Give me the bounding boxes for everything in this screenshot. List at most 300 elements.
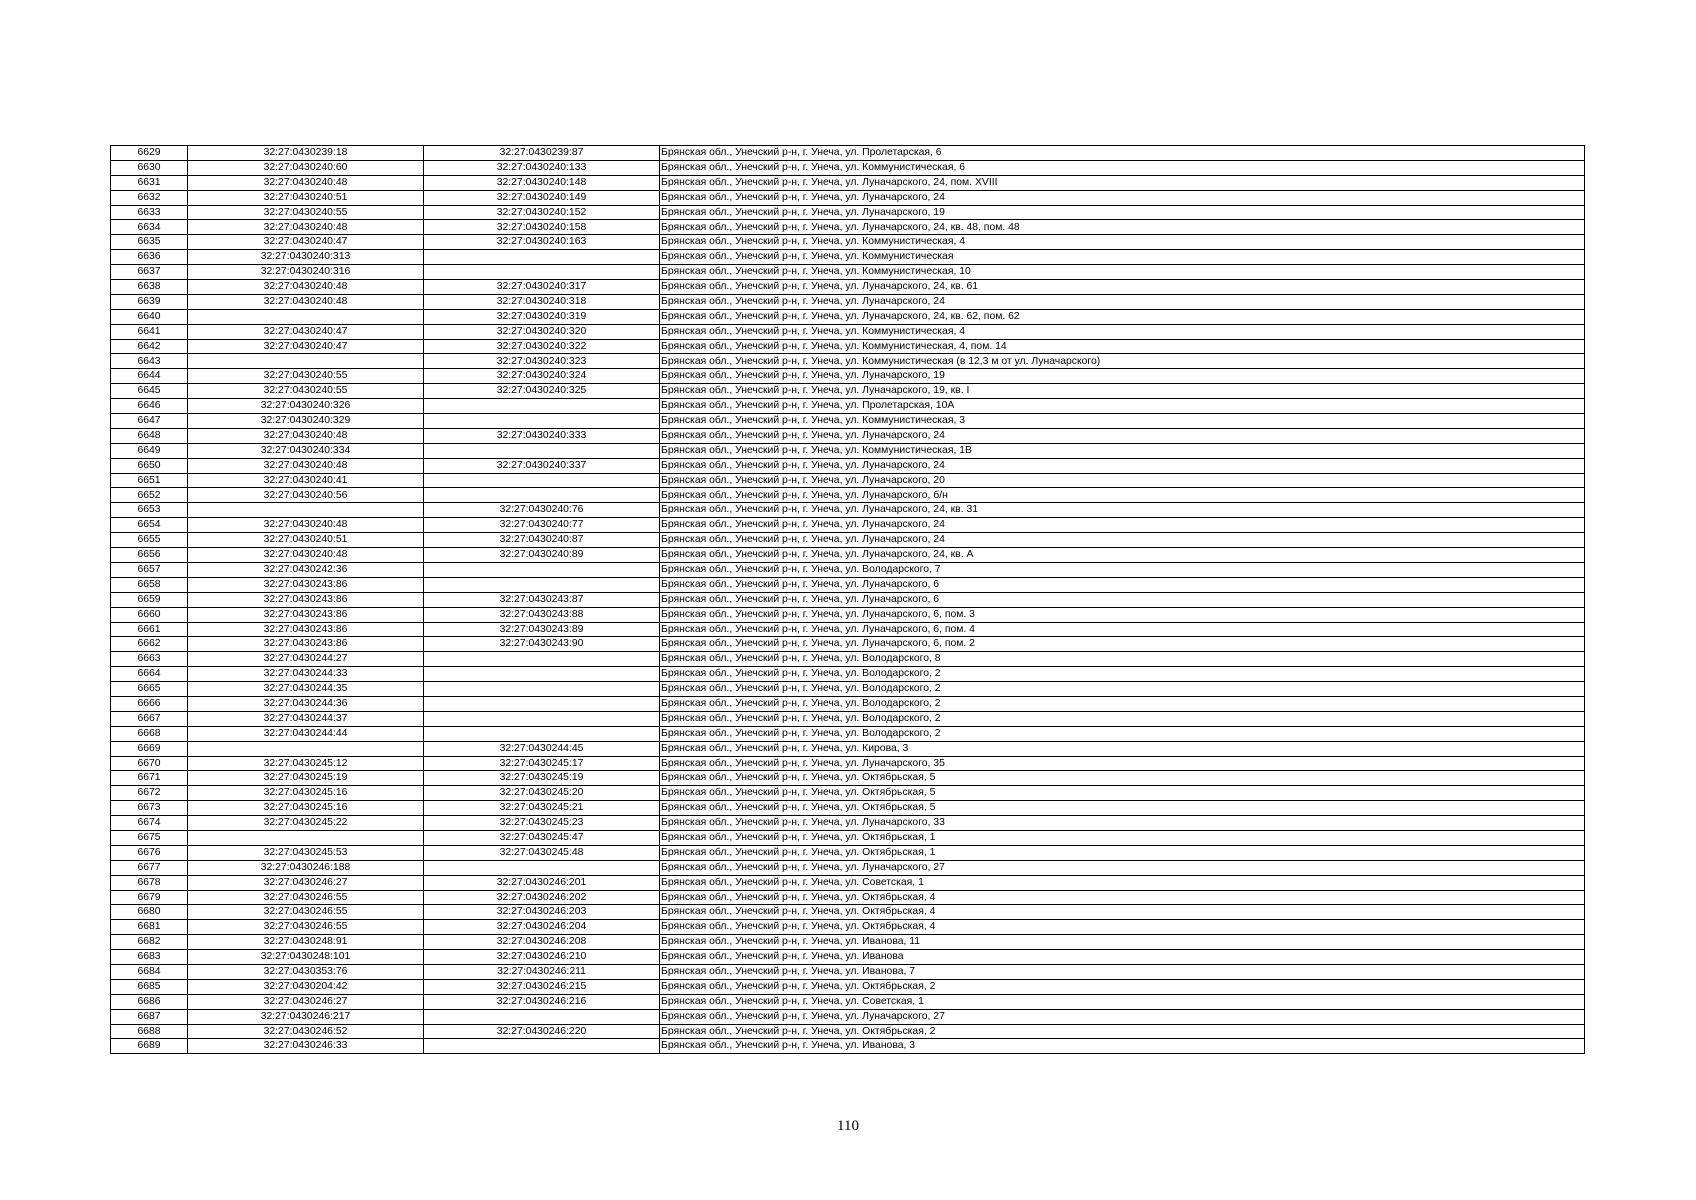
building-cadastral-number-cell	[424, 443, 660, 458]
building-cadastral-number-cell: 32:27:0430243:87	[424, 592, 660, 607]
row-number-cell: 6671	[111, 771, 188, 786]
address-cell: Брянская обл., Унечский р-н, г. Унеча, ул. Луначарского, 24, кв. 62, пом. 62	[660, 309, 1585, 324]
building-cadastral-number-cell: 32:27:0430240:152	[424, 205, 660, 220]
table-row	[111, 1009, 1585, 1024]
building-cadastral-number-cell: 32:27:0430246:204	[424, 920, 660, 935]
address-cell: Брянская обл., Унечский р-н, г. Унеча, ул. Коммунистическая, 4, пом. 14	[660, 339, 1585, 354]
building-cadastral-number-cell: 32:27:0430240:77	[424, 518, 660, 533]
land-cadastral-number-cell	[188, 741, 424, 756]
building-cadastral-number-cell	[424, 250, 660, 265]
table-row	[111, 726, 1585, 741]
row-number-cell: 6673	[111, 801, 188, 816]
row-number-cell: 6681	[111, 920, 188, 935]
address-cell: Брянская обл., Унечский р-н, г. Унеча, ул. Коммунистическая, 1В	[660, 443, 1585, 458]
land-cadastral-number-cell: 32:27:0430240:47	[188, 235, 424, 250]
land-cadastral-number-cell: 32:27:0430244:35	[188, 682, 424, 697]
building-cadastral-number-cell: 32:27:0430243:90	[424, 637, 660, 652]
land-cadastral-number-cell: 32:27:0430245:19	[188, 771, 424, 786]
building-cadastral-number-cell	[424, 652, 660, 667]
building-cadastral-number-cell: 32:27:0430245:48	[424, 845, 660, 860]
building-cadastral-number-cell: 32:27:0430240:322	[424, 339, 660, 354]
row-number-cell: 6682	[111, 935, 188, 950]
building-cadastral-number-cell: 32:27:0430246:201	[424, 875, 660, 890]
table-row	[111, 473, 1585, 488]
land-cadastral-number-cell: 32:27:0430246:55	[188, 890, 424, 905]
land-cadastral-number-cell: 32:27:0430204:42	[188, 979, 424, 994]
land-cadastral-number-cell: 32:27:0430240:47	[188, 339, 424, 354]
address-cell: Брянская обл., Унечский р-н, г. Унеча, ул. Кирова, 3	[660, 741, 1585, 756]
building-cadastral-number-cell: 32:27:0430240:133	[424, 160, 660, 175]
row-number-cell: 6642	[111, 339, 188, 354]
land-cadastral-number-cell: 32:27:0430246:27	[188, 875, 424, 890]
address-cell: Брянская обл., Унечский р-н, г. Унеча, ул. Коммунистическая, 6	[660, 160, 1585, 175]
row-number-cell: 6641	[111, 324, 188, 339]
row-number-cell: 6683	[111, 950, 188, 965]
table-row	[111, 682, 1585, 697]
land-cadastral-number-cell: 32:27:0430248:101	[188, 950, 424, 965]
table-row	[111, 592, 1585, 607]
table-row	[111, 652, 1585, 667]
row-number-cell: 6670	[111, 756, 188, 771]
row-number-cell: 6629	[111, 146, 188, 161]
row-number-cell: 6648	[111, 428, 188, 443]
building-cadastral-number-cell: 32:27:0430246:203	[424, 905, 660, 920]
table-row	[111, 979, 1585, 994]
building-cadastral-number-cell: 32:27:0430240:325	[424, 384, 660, 399]
table-row	[111, 711, 1585, 726]
table-row	[111, 1024, 1585, 1039]
table-row	[111, 577, 1585, 592]
row-number-cell: 6634	[111, 220, 188, 235]
table-row	[111, 786, 1585, 801]
row-number-cell: 6684	[111, 964, 188, 979]
table-row	[111, 369, 1585, 384]
land-cadastral-number-cell: 32:27:0430240:56	[188, 488, 424, 503]
table-row	[111, 607, 1585, 622]
table-row	[111, 309, 1585, 324]
table-row	[111, 548, 1585, 563]
table-row	[111, 950, 1585, 965]
land-cadastral-number-cell: 32:27:0430240:51	[188, 190, 424, 205]
table-row	[111, 771, 1585, 786]
table-row	[111, 324, 1585, 339]
land-cadastral-number-cell: 32:27:0430243:86	[188, 622, 424, 637]
row-number-cell: 6657	[111, 562, 188, 577]
table-row	[111, 503, 1585, 518]
table-row	[111, 920, 1585, 935]
table-row	[111, 875, 1585, 890]
building-cadastral-number-cell	[424, 726, 660, 741]
land-cadastral-number-cell: 32:27:0430240:48	[188, 518, 424, 533]
building-cadastral-number-cell: 32:27:0430240:323	[424, 354, 660, 369]
address-cell: Брянская обл., Унечский р-н, г. Унеча, ул. Иванова, 11	[660, 935, 1585, 950]
land-cadastral-number-cell: 32:27:0430240:48	[188, 280, 424, 295]
row-number-cell: 6651	[111, 473, 188, 488]
address-cell: Брянская обл., Унечский р-н, г. Унеча, ул. Октябрьская, 5	[660, 786, 1585, 801]
table-row	[111, 1039, 1585, 1054]
address-cell: Брянская обл., Унечский р-н, г. Унеча, ул. Пролетарская, 6	[660, 146, 1585, 161]
land-cadastral-number-cell: 32:27:0430244:44	[188, 726, 424, 741]
land-cadastral-number-cell: 32:27:0430240:334	[188, 443, 424, 458]
building-cadastral-number-cell: 32:27:0430245:20	[424, 786, 660, 801]
row-number-cell: 6674	[111, 816, 188, 831]
building-cadastral-number-cell	[424, 399, 660, 414]
address-cell: Брянская обл., Унечский р-н, г. Унеча, ул. Октябрьская, 1	[660, 845, 1585, 860]
building-cadastral-number-cell: 32:27:0430245:17	[424, 756, 660, 771]
row-number-cell: 6655	[111, 533, 188, 548]
building-cadastral-number-cell: 32:27:0430240:148	[424, 175, 660, 190]
address-cell: Брянская обл., Унечский р-н, г. Унеча, ул. Луначарского, 6	[660, 592, 1585, 607]
land-cadastral-number-cell: 32:27:0430246:52	[188, 1024, 424, 1039]
row-number-cell: 6679	[111, 890, 188, 905]
building-cadastral-number-cell	[424, 682, 660, 697]
land-cadastral-number-cell: 32:27:0430240:48	[188, 458, 424, 473]
address-cell: Брянская обл., Унечский р-н, г. Унеча, ул. Октябрьская, 5	[660, 771, 1585, 786]
table-row	[111, 280, 1585, 295]
land-cadastral-number-cell: 32:27:0430246:217	[188, 1009, 424, 1024]
row-number-cell: 6654	[111, 518, 188, 533]
row-number-cell: 6659	[111, 592, 188, 607]
land-cadastral-number-cell: 32:27:0430244:27	[188, 652, 424, 667]
address-cell: Брянская обл., Унечский р-н, г. Унеча, ул. Советская, 1	[660, 875, 1585, 890]
building-cadastral-number-cell	[424, 473, 660, 488]
address-cell: Брянская обл., Унечский р-н, г. Унеча, ул. Луначарского, 19, кв. I	[660, 384, 1585, 399]
row-number-cell: 6661	[111, 622, 188, 637]
table-row	[111, 830, 1585, 845]
address-cell: Брянская обл., Унечский р-н, г. Унеча, ул. Луначарского, 27	[660, 1009, 1585, 1024]
address-cell: Брянская обл., Унечский р-н, г. Унеча, ул. Луначарского, 33	[660, 816, 1585, 831]
land-cadastral-number-cell: 32:27:0430245:53	[188, 845, 424, 860]
building-cadastral-number-cell: 32:27:0430240:319	[424, 309, 660, 324]
table-row	[111, 339, 1585, 354]
row-number-cell: 6650	[111, 458, 188, 473]
row-number-cell: 6688	[111, 1024, 188, 1039]
table-row	[111, 756, 1585, 771]
row-number-cell: 6653	[111, 503, 188, 518]
row-number-cell: 6636	[111, 250, 188, 265]
address-cell: Брянская обл., Унечский р-н, г. Унеча, ул. Октябрьская, 2	[660, 1024, 1585, 1039]
land-cadastral-number-cell: 32:27:0430244:33	[188, 667, 424, 682]
building-cadastral-number-cell: 32:27:0430240:324	[424, 369, 660, 384]
row-number-cell: 6680	[111, 905, 188, 920]
land-cadastral-number-cell: 32:27:0430245:16	[188, 801, 424, 816]
address-cell: Брянская обл., Унечский р-н, г. Унеча, ул. Коммунистическая (в 12,3 м от ул. Луначарского)	[660, 354, 1585, 369]
table-row	[111, 518, 1585, 533]
address-cell: Брянская обл., Унечский р-н, г. Унеча, ул. Иванова	[660, 950, 1585, 965]
address-cell: Брянская обл., Унечский р-н, г. Унеча, ул. Луначарского, 19	[660, 369, 1585, 384]
row-number-cell: 6687	[111, 1009, 188, 1024]
row-number-cell: 6662	[111, 637, 188, 652]
row-number-cell: 6638	[111, 280, 188, 295]
land-cadastral-number-cell: 32:27:0430242:36	[188, 562, 424, 577]
land-cadastral-number-cell: 32:27:0430245:22	[188, 816, 424, 831]
building-cadastral-number-cell: 32:27:0430246:208	[424, 935, 660, 950]
land-cadastral-number-cell: 32:27:0430240:48	[188, 294, 424, 309]
table-row	[111, 354, 1585, 369]
land-cadastral-number-cell	[188, 354, 424, 369]
row-number-cell: 6675	[111, 830, 188, 845]
building-cadastral-number-cell: 32:27:0430246:202	[424, 890, 660, 905]
building-cadastral-number-cell	[424, 265, 660, 280]
building-cadastral-number-cell: 32:27:0430240:333	[424, 428, 660, 443]
land-cadastral-number-cell: 32:27:0430240:51	[188, 533, 424, 548]
row-number-cell: 6635	[111, 235, 188, 250]
building-cadastral-number-cell: 32:27:0430245:23	[424, 816, 660, 831]
land-cadastral-number-cell: 32:27:0430239:18	[188, 146, 424, 161]
building-cadastral-number-cell: 32:27:0430240:163	[424, 235, 660, 250]
table-row	[111, 235, 1585, 250]
table-row	[111, 190, 1585, 205]
table-row	[111, 458, 1585, 473]
address-cell: Брянская обл., Унечский р-н, г. Унеча, ул. Коммунистическая, 4	[660, 324, 1585, 339]
land-cadastral-number-cell: 32:27:0430246:33	[188, 1039, 424, 1054]
land-cadastral-number-cell	[188, 830, 424, 845]
table-row	[111, 801, 1585, 816]
table-row	[111, 845, 1585, 860]
land-cadastral-number-cell: 32:27:0430243:86	[188, 607, 424, 622]
row-number-cell: 6676	[111, 845, 188, 860]
table-row	[111, 860, 1585, 875]
row-number-cell: 6664	[111, 667, 188, 682]
row-number-cell: 6633	[111, 205, 188, 220]
building-cadastral-number-cell: 32:27:0430246:210	[424, 950, 660, 965]
table-row	[111, 146, 1585, 161]
address-cell: Брянская обл., Унечский р-н, г. Унеча, ул. Луначарского, 6, пом. 2	[660, 637, 1585, 652]
table-row	[111, 696, 1585, 711]
address-cell: Брянская обл., Унечский р-н, г. Унеча, ул. Володарского, 8	[660, 652, 1585, 667]
land-cadastral-number-cell: 32:27:0430245:16	[188, 786, 424, 801]
building-cadastral-number-cell	[424, 696, 660, 711]
land-cadastral-number-cell: 32:27:0430240:48	[188, 428, 424, 443]
address-cell: Брянская обл., Унечский р-н, г. Унеча, ул. Луначарского, 6, пом. 3	[660, 607, 1585, 622]
building-cadastral-number-cell: 32:27:0430240:149	[424, 190, 660, 205]
land-cadastral-number-cell: 32:27:0430240:41	[188, 473, 424, 488]
address-cell: Брянская обл., Унечский р-н, г. Унеча, ул. Луначарского, 35	[660, 756, 1585, 771]
address-cell: Брянская обл., Унечский р-н, г. Унеча, ул. Луначарского, 24, пом. XVIII	[660, 175, 1585, 190]
table-row	[111, 175, 1585, 190]
building-cadastral-number-cell: 32:27:0430240:318	[424, 294, 660, 309]
row-number-cell: 6652	[111, 488, 188, 503]
table-row	[111, 935, 1585, 950]
address-cell: Брянская обл., Унечский р-н, г. Унеча, ул. Иванова, 3	[660, 1039, 1585, 1054]
building-cadastral-number-cell: 32:27:0430240:76	[424, 503, 660, 518]
table-row	[111, 428, 1585, 443]
building-cadastral-number-cell	[424, 667, 660, 682]
address-cell: Брянская обл., Унечский р-н, г. Унеча, ул. Коммунистическая	[660, 250, 1585, 265]
building-cadastral-number-cell: 32:27:0430240:158	[424, 220, 660, 235]
table-row	[111, 265, 1585, 280]
land-cadastral-number-cell: 32:27:0430240:48	[188, 220, 424, 235]
table-row	[111, 562, 1585, 577]
building-cadastral-number-cell: 32:27:0430240:317	[424, 280, 660, 295]
address-cell: Брянская обл., Унечский р-н, г. Унеча, ул. Володарского, 2	[660, 711, 1585, 726]
table-row	[111, 622, 1585, 637]
land-cadastral-number-cell: 32:27:0430246:55	[188, 920, 424, 935]
land-cadastral-number-cell: 32:27:0430240:313	[188, 250, 424, 265]
building-cadastral-number-cell	[424, 488, 660, 503]
address-cell: Брянская обл., Унечский р-н, г. Унеча, ул. Октябрьская, 4	[660, 920, 1585, 935]
row-number-cell: 6686	[111, 994, 188, 1009]
land-cadastral-number-cell: 32:27:0430245:12	[188, 756, 424, 771]
address-cell: Брянская обл., Унечский р-н, г. Унеча, ул. Луначарского, б/н	[660, 488, 1585, 503]
row-number-cell: 6656	[111, 548, 188, 563]
row-number-cell: 6672	[111, 786, 188, 801]
address-cell: Брянская обл., Унечский р-н, г. Унеча, ул. Луначарского, 24	[660, 533, 1585, 548]
table-row	[111, 443, 1585, 458]
land-cadastral-number-cell: 32:27:0430244:37	[188, 711, 424, 726]
row-number-cell: 6630	[111, 160, 188, 175]
row-number-cell: 6643	[111, 354, 188, 369]
address-cell: Брянская обл., Унечский р-н, г. Унеча, ул. Володарского, 2	[660, 682, 1585, 697]
building-cadastral-number-cell: 32:27:0430245:47	[424, 830, 660, 845]
building-cadastral-number-cell: 32:27:0430245:19	[424, 771, 660, 786]
address-cell: Брянская обл., Унечский р-н, г. Унеча, ул. Луначарского, 19	[660, 205, 1585, 220]
row-number-cell: 6666	[111, 696, 188, 711]
address-cell: Брянская обл., Унечский р-н, г. Унеча, ул. Коммунистическая, 10	[660, 265, 1585, 280]
building-cadastral-number-cell	[424, 1039, 660, 1054]
address-cell: Брянская обл., Унечский р-н, г. Унеча, ул. Луначарского, 6, пом. 4	[660, 622, 1585, 637]
land-cadastral-number-cell: 32:27:0430244:36	[188, 696, 424, 711]
land-cadastral-number-cell: 32:27:0430240:48	[188, 175, 424, 190]
land-cadastral-number-cell: 32:27:0430248:91	[188, 935, 424, 950]
building-cadastral-number-cell: 32:27:0430240:87	[424, 533, 660, 548]
row-number-cell: 6665	[111, 682, 188, 697]
table-row	[111, 294, 1585, 309]
table-row	[111, 399, 1585, 414]
address-cell: Брянская обл., Унечский р-н, г. Унеча, ул. Октябрьская, 4	[660, 890, 1585, 905]
cadastral-registry-table	[110, 145, 1585, 1054]
address-cell: Брянская обл., Унечский р-н, г. Унеча, ул. Луначарского, 27	[660, 860, 1585, 875]
address-cell: Брянская обл., Унечский р-н, г. Унеча, ул. Октябрьская, 2	[660, 979, 1585, 994]
address-cell: Брянская обл., Унечский р-н, г. Унеча, ул. Луначарского, 24	[660, 190, 1585, 205]
address-cell: Брянская обл., Унечский р-н, г. Унеча, ул. Луначарского, 24, кв. 61	[660, 280, 1585, 295]
building-cadastral-number-cell: 32:27:0430246:215	[424, 979, 660, 994]
land-cadastral-number-cell: 32:27:0430243:86	[188, 637, 424, 652]
row-number-cell: 6685	[111, 979, 188, 994]
building-cadastral-number-cell	[424, 577, 660, 592]
address-cell: Брянская обл., Унечский р-н, г. Унеча, ул. Коммунистическая, 4	[660, 235, 1585, 250]
address-cell: Брянская обл., Унечский р-н, г. Унеча, ул. Октябрьская, 1	[660, 830, 1585, 845]
table-row	[111, 637, 1585, 652]
land-cadastral-number-cell: 32:27:0430240:48	[188, 548, 424, 563]
land-cadastral-number-cell: 32:27:0430240:55	[188, 384, 424, 399]
building-cadastral-number-cell	[424, 562, 660, 577]
land-cadastral-number-cell: 32:27:0430240:55	[188, 369, 424, 384]
land-cadastral-number-cell: 32:27:0430240:60	[188, 160, 424, 175]
row-number-cell: 6640	[111, 309, 188, 324]
row-number-cell: 6663	[111, 652, 188, 667]
row-number-cell: 6639	[111, 294, 188, 309]
row-number-cell: 6632	[111, 190, 188, 205]
land-cadastral-number-cell	[188, 309, 424, 324]
address-cell: Брянская обл., Унечский р-н, г. Унеча, ул. Советская, 1	[660, 994, 1585, 1009]
land-cadastral-number-cell: 32:27:0430246:55	[188, 905, 424, 920]
land-cadastral-number-cell: 32:27:0430240:316	[188, 265, 424, 280]
address-cell: Брянская обл., Унечский р-н, г. Унеча, ул. Октябрьская, 4	[660, 905, 1585, 920]
building-cadastral-number-cell: 32:27:0430239:87	[424, 146, 660, 161]
address-cell: Брянская обл., Унечский р-н, г. Унеча, ул. Луначарского, 20	[660, 473, 1585, 488]
row-number-cell: 6646	[111, 399, 188, 414]
address-cell: Брянская обл., Унечский р-н, г. Унеча, ул. Октябрьская, 5	[660, 801, 1585, 816]
building-cadastral-number-cell	[424, 414, 660, 429]
address-cell: Брянская обл., Унечский р-н, г. Унеча, ул. Луначарского, 24, кв. 48, пом. 48	[660, 220, 1585, 235]
row-number-cell: 6677	[111, 860, 188, 875]
land-cadastral-number-cell: 32:27:0430240:329	[188, 414, 424, 429]
address-cell: Брянская обл., Унечский р-н, г. Унеча, ул. Коммунистическая, 3	[660, 414, 1585, 429]
land-cadastral-number-cell	[188, 503, 424, 518]
row-number-cell: 6667	[111, 711, 188, 726]
row-number-cell: 6658	[111, 577, 188, 592]
address-cell: Брянская обл., Унечский р-н, г. Унеча, ул. Луначарского, 24	[660, 458, 1585, 473]
building-cadastral-number-cell: 32:27:0430240:337	[424, 458, 660, 473]
row-number-cell: 6647	[111, 414, 188, 429]
land-cadastral-number-cell: 32:27:0430246:27	[188, 994, 424, 1009]
building-cadastral-number-cell: 32:27:0430240:320	[424, 324, 660, 339]
address-cell: Брянская обл., Унечский р-н, г. Унеча, ул. Володарского, 2	[660, 726, 1585, 741]
registry-table-body	[111, 146, 1585, 1054]
building-cadastral-number-cell: 32:27:0430246:216	[424, 994, 660, 1009]
address-cell: Брянская обл., Унечский р-н, г. Унеча, ул. Володарского, 2	[660, 696, 1585, 711]
table-row	[111, 160, 1585, 175]
table-row	[111, 384, 1585, 399]
table-row	[111, 741, 1585, 756]
row-number-cell: 6645	[111, 384, 188, 399]
land-cadastral-number-cell: 32:27:0430240:47	[188, 324, 424, 339]
address-cell: Брянская обл., Унечский р-н, г. Унеча, ул. Луначарского, 6	[660, 577, 1585, 592]
table-row	[111, 667, 1585, 682]
row-number-cell: 6660	[111, 607, 188, 622]
land-cadastral-number-cell: 32:27:0430353:76	[188, 964, 424, 979]
address-cell: Брянская обл., Унечский р-н, г. Унеча, ул. Володарского, 2	[660, 667, 1585, 682]
address-cell: Брянская обл., Унечский р-н, г. Унеча, ул. Пролетарская, 10А	[660, 399, 1585, 414]
address-cell: Брянская обл., Унечский р-н, г. Унеча, ул. Луначарского, 24	[660, 518, 1585, 533]
row-number-cell: 6678	[111, 875, 188, 890]
building-cadastral-number-cell: 32:27:0430243:89	[424, 622, 660, 637]
address-cell: Брянская обл., Унечский р-н, г. Унеча, ул. Луначарского, 24	[660, 428, 1585, 443]
table-row	[111, 414, 1585, 429]
row-number-cell: 6637	[111, 265, 188, 280]
row-number-cell: 6668	[111, 726, 188, 741]
building-cadastral-number-cell	[424, 711, 660, 726]
land-cadastral-number-cell: 32:27:0430246:188	[188, 860, 424, 875]
building-cadastral-number-cell: 32:27:0430240:89	[424, 548, 660, 563]
table-row	[111, 488, 1585, 503]
building-cadastral-number-cell	[424, 860, 660, 875]
land-cadastral-number-cell: 32:27:0430243:86	[188, 592, 424, 607]
row-number-cell: 6689	[111, 1039, 188, 1054]
table-row	[111, 220, 1585, 235]
row-number-cell: 6631	[111, 175, 188, 190]
address-cell: Брянская обл., Унечский р-н, г. Унеча, ул. Луначарского, 24, кв. 31	[660, 503, 1585, 518]
table-row	[111, 205, 1585, 220]
row-number-cell: 6669	[111, 741, 188, 756]
land-cadastral-number-cell: 32:27:0430243:86	[188, 577, 424, 592]
table-row	[111, 964, 1585, 979]
address-cell: Брянская обл., Унечский р-н, г. Унеча, ул. Иванова, 7	[660, 964, 1585, 979]
building-cadastral-number-cell: 32:27:0430245:21	[424, 801, 660, 816]
building-cadastral-number-cell: 32:27:0430246:220	[424, 1024, 660, 1039]
address-cell: Брянская обл., Унечский р-н, г. Унеча, ул. Луначарского, 24, кв. А	[660, 548, 1585, 563]
page-number: 110	[837, 1118, 859, 1134]
table-row	[111, 994, 1585, 1009]
table-row	[111, 905, 1585, 920]
building-cadastral-number-cell: 32:27:0430243:88	[424, 607, 660, 622]
building-cadastral-number-cell	[424, 1009, 660, 1024]
address-cell: Брянская обл., Унечский р-н, г. Унеча, ул. Володарского, 7	[660, 562, 1585, 577]
address-cell: Брянская обл., Унечский р-н, г. Унеча, ул. Луначарского, 24	[660, 294, 1585, 309]
table-row	[111, 816, 1585, 831]
row-number-cell: 6644	[111, 369, 188, 384]
